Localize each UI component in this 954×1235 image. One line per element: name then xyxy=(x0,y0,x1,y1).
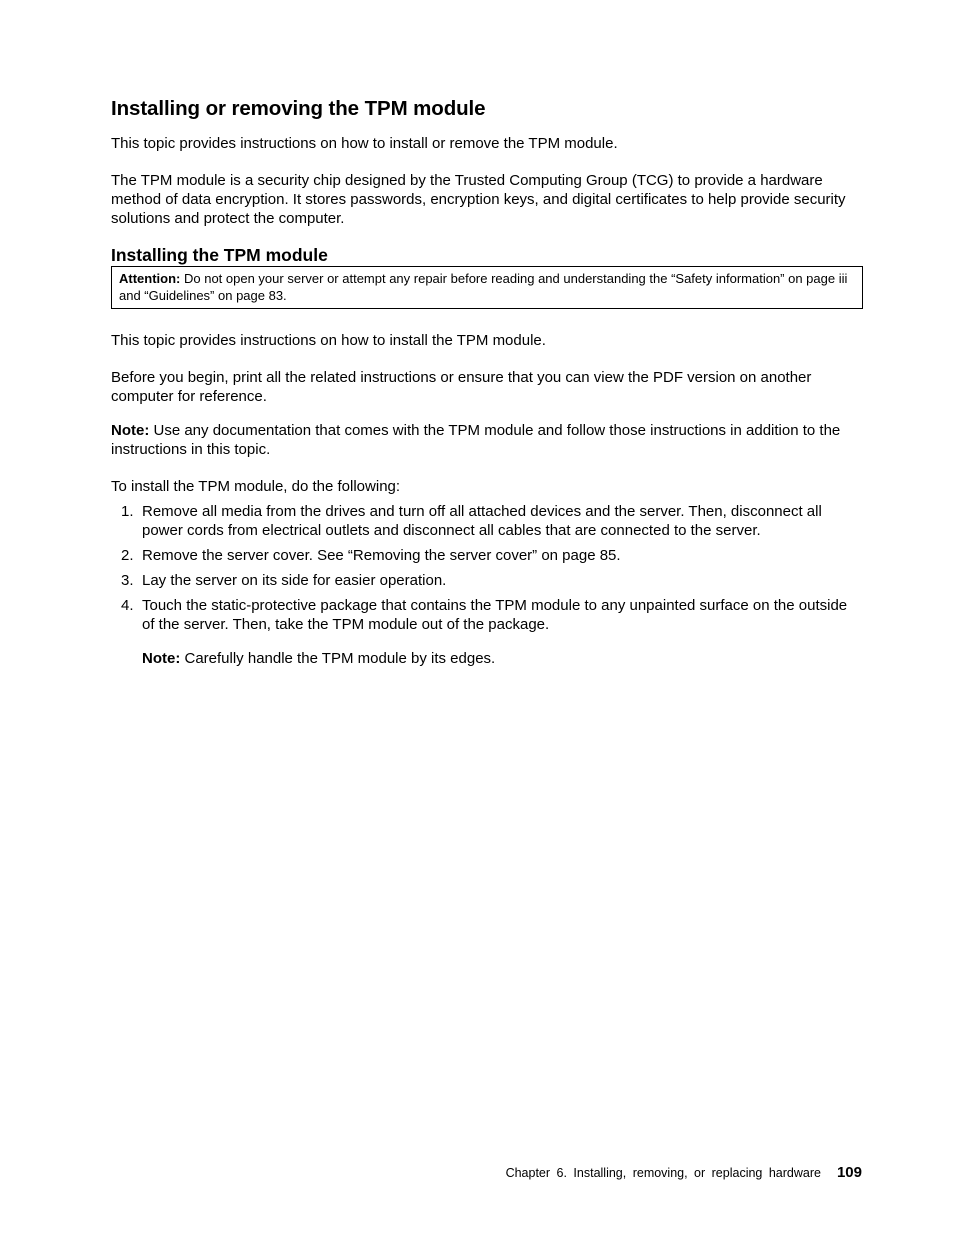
step-text: Touch the static-protective package that contains the TPM module to any unpainted surface on the outside of the server. Then, take the TPM module out of the package. xyxy=(142,597,848,633)
step-text: Lay the server on its side for easier operation. xyxy=(142,572,447,589)
page-footer xyxy=(0,1163,862,1183)
list-item xyxy=(111,502,863,540)
step-text: Remove the server cover. See “Removing the server cover” on page 85. xyxy=(142,547,621,564)
procedure-intro: To install the TPM module, do the following: xyxy=(111,478,401,495)
before-paragraph: Before you begin, print all the related instructions or ensure that you can view the PDF version on another computer for reference. xyxy=(111,369,812,405)
step-text: Remove all media from the drives and turn off all attached devices and the server. Then, disconnect all power cords from electrical outlets and disconnect all cables that are connected to the server. xyxy=(142,503,822,539)
step-number: 4. xyxy=(121,597,134,614)
note-text: Use any documentation that comes with the TPM module and follow those instructions in addition to the instructions in this topic. xyxy=(111,422,841,458)
page-content xyxy=(111,96,863,674)
step-number: 2. xyxy=(121,547,134,564)
footer-chapter: Chapter 6. Installing, removing, or replacing hardware xyxy=(505,1166,821,1180)
step-note-text: Carefully handle the TPM module by its edges. xyxy=(180,650,496,667)
tcg-paragraph: The TPM module is a security chip designed by the Trusted Computing Group (TCG) to provide a hardware method of data encryption. It stores passwords, encryption keys, and digital certificates to help provide security solutions and protect the computer. xyxy=(111,172,846,227)
list-item xyxy=(111,571,863,590)
list-item xyxy=(111,596,863,668)
section-heading: Installing the TPM module xyxy=(111,245,328,265)
steps-list xyxy=(111,502,863,668)
step-number: 3. xyxy=(121,572,134,589)
attention-label: Attention: xyxy=(119,271,181,286)
list-item xyxy=(111,546,863,565)
page-title: Installing or removing the TPM module xyxy=(111,97,486,120)
note-paragraph xyxy=(111,421,863,459)
note-label: Note: xyxy=(111,422,150,439)
intro-paragraph: This topic provides instructions on how to install or remove the TPM module. xyxy=(111,135,618,152)
step-number: 1. xyxy=(121,503,134,520)
step-note-label: Note: xyxy=(142,650,181,667)
step-note xyxy=(142,649,863,668)
attention-box xyxy=(111,266,863,309)
attention-text: Do not open your server or attempt any repair before reading and understanding the “Safety information” on page iii and “Guidelines” on page 83. xyxy=(119,271,848,303)
topic-paragraph: This topic provides instructions on how to install the TPM module. xyxy=(111,332,546,349)
page-number: 109 xyxy=(836,1164,862,1181)
